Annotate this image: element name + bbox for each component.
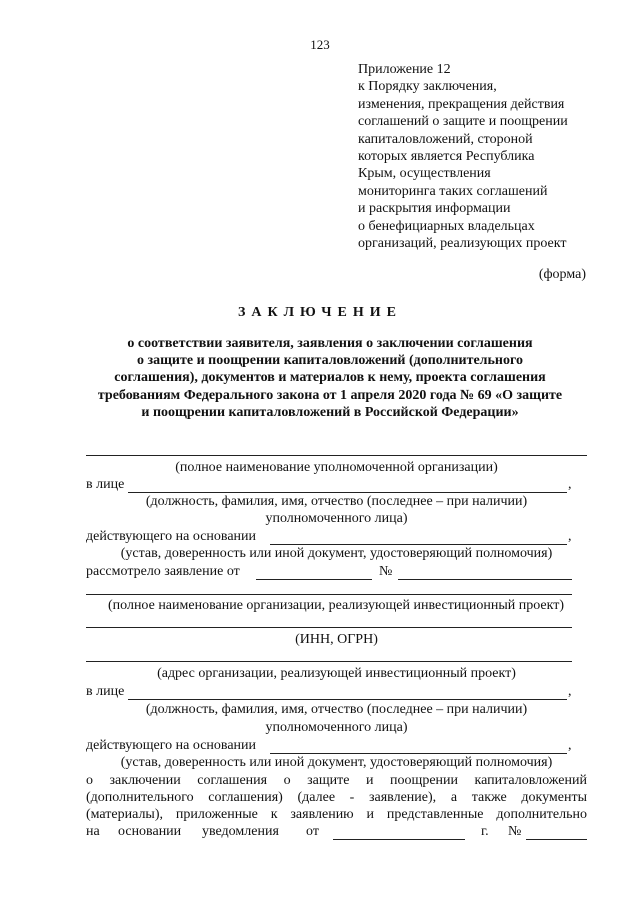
application-number-field[interactable]: [398, 579, 572, 580]
basis2-caption: (устав, доверенность или иной документ, удостоверяющий полномочия): [120, 755, 553, 770]
comma: ,: [568, 477, 572, 492]
basis-caption: (устав, доверенность или иной документ, удостоверяющий полномочия): [120, 546, 553, 561]
appendix-block: [358, 61, 618, 252]
appendix-line: организаций, реализующих проект: [358, 236, 567, 252]
acting-basis-label: действующего на основании: [86, 529, 257, 544]
person-caption-2: уполномоченного лица): [265, 511, 408, 526]
org-name-caption: (полное наименование уполномоченной организации): [175, 460, 498, 475]
appendix-line: Крым, осуществления: [358, 166, 491, 182]
subtitle-line: о защите и поощрении капиталовложений (дополнительного: [136, 353, 524, 369]
org-name-field[interactable]: [86, 455, 587, 456]
acting-basis-label: действующего на основании: [86, 738, 257, 753]
appendix-line: капиталовложений, стороной: [358, 131, 533, 147]
last-line-word: от: [306, 824, 319, 839]
appendix-line: к Порядку заключения,: [358, 79, 497, 95]
investor-caption: (полное наименование организации, реализующей инвестиционный проект): [107, 598, 565, 613]
inn-ogrn-field[interactable]: [86, 627, 572, 628]
appendix-line: которых является Республика: [358, 149, 535, 165]
number-sign: №: [379, 564, 393, 579]
person-field-2[interactable]: [128, 699, 567, 700]
inn-ogrn-caption: (ИНН, ОГРН): [295, 632, 378, 647]
comma: ,: [568, 684, 572, 699]
last-line-word: основании: [118, 824, 182, 839]
comma: ,: [568, 738, 572, 753]
person2-caption: (должность, фамилия, имя, отчество (последнее – при наличии): [145, 702, 528, 717]
appendix-line: о бенефициарных владельцах: [358, 218, 535, 234]
notice-number-field[interactable]: [526, 839, 587, 840]
last-line-word: на: [86, 824, 100, 839]
appendix-line: Приложение 12: [358, 62, 451, 77]
address-caption: (адрес организации, реализующей инвестиционный проект): [157, 666, 516, 681]
appendix-line: соглашений о защите и поощрении: [358, 114, 568, 130]
appendix-line: изменения, прекращения действия: [358, 96, 565, 112]
notice-date-field[interactable]: [333, 839, 465, 840]
form-label: (форма): [538, 267, 586, 282]
last-line-word: г.: [481, 824, 489, 839]
subtitle-line: и поощрении капиталовложений в Российской Федерации»: [141, 404, 519, 420]
paragraph-line: о заключении соглашения о защите и поощрении капиталовложений: [86, 773, 587, 788]
comma: ,: [568, 529, 572, 544]
considered-label: рассмотрело заявление от: [86, 564, 240, 579]
document-title: ЗАКЛЮЧЕНИЕ: [237, 305, 403, 320]
appendix-line: мониторинга таких соглашений: [358, 183, 548, 199]
last-line-word: №: [508, 824, 522, 839]
appendix-line: и раскрытия информации: [358, 201, 511, 217]
address-field[interactable]: [86, 661, 572, 662]
in-person-label: в лице: [86, 477, 125, 492]
in-person-label: в лице: [86, 684, 125, 699]
subtitle-line: о соответствии заявителя, заявления о заключении соглашения: [127, 336, 533, 351]
application-date-field[interactable]: [256, 579, 372, 580]
page-number: 123: [310, 37, 330, 52]
investor-name-field[interactable]: [86, 594, 572, 595]
last-line-word: уведомления: [202, 824, 279, 839]
subtitle-line: соглашения), документов и материалов к нему, проекта соглашения: [114, 370, 546, 386]
person-caption: (должность, фамилия, имя, отчество (последнее – при наличии): [145, 494, 528, 509]
paragraph-line: (дополнительного соглашения) (далее - заявление), а также документы: [86, 790, 587, 805]
subtitle-line: требованиям Федерального закона от 1 апреля 2020 года № 69 «О защите: [97, 387, 563, 403]
person2-caption-2: уполномоченного лица): [265, 720, 408, 735]
document-subtitle: [70, 335, 590, 421]
paragraph-line: (материалы), приложенные к заявлению и представленные дополнительно: [86, 807, 587, 822]
